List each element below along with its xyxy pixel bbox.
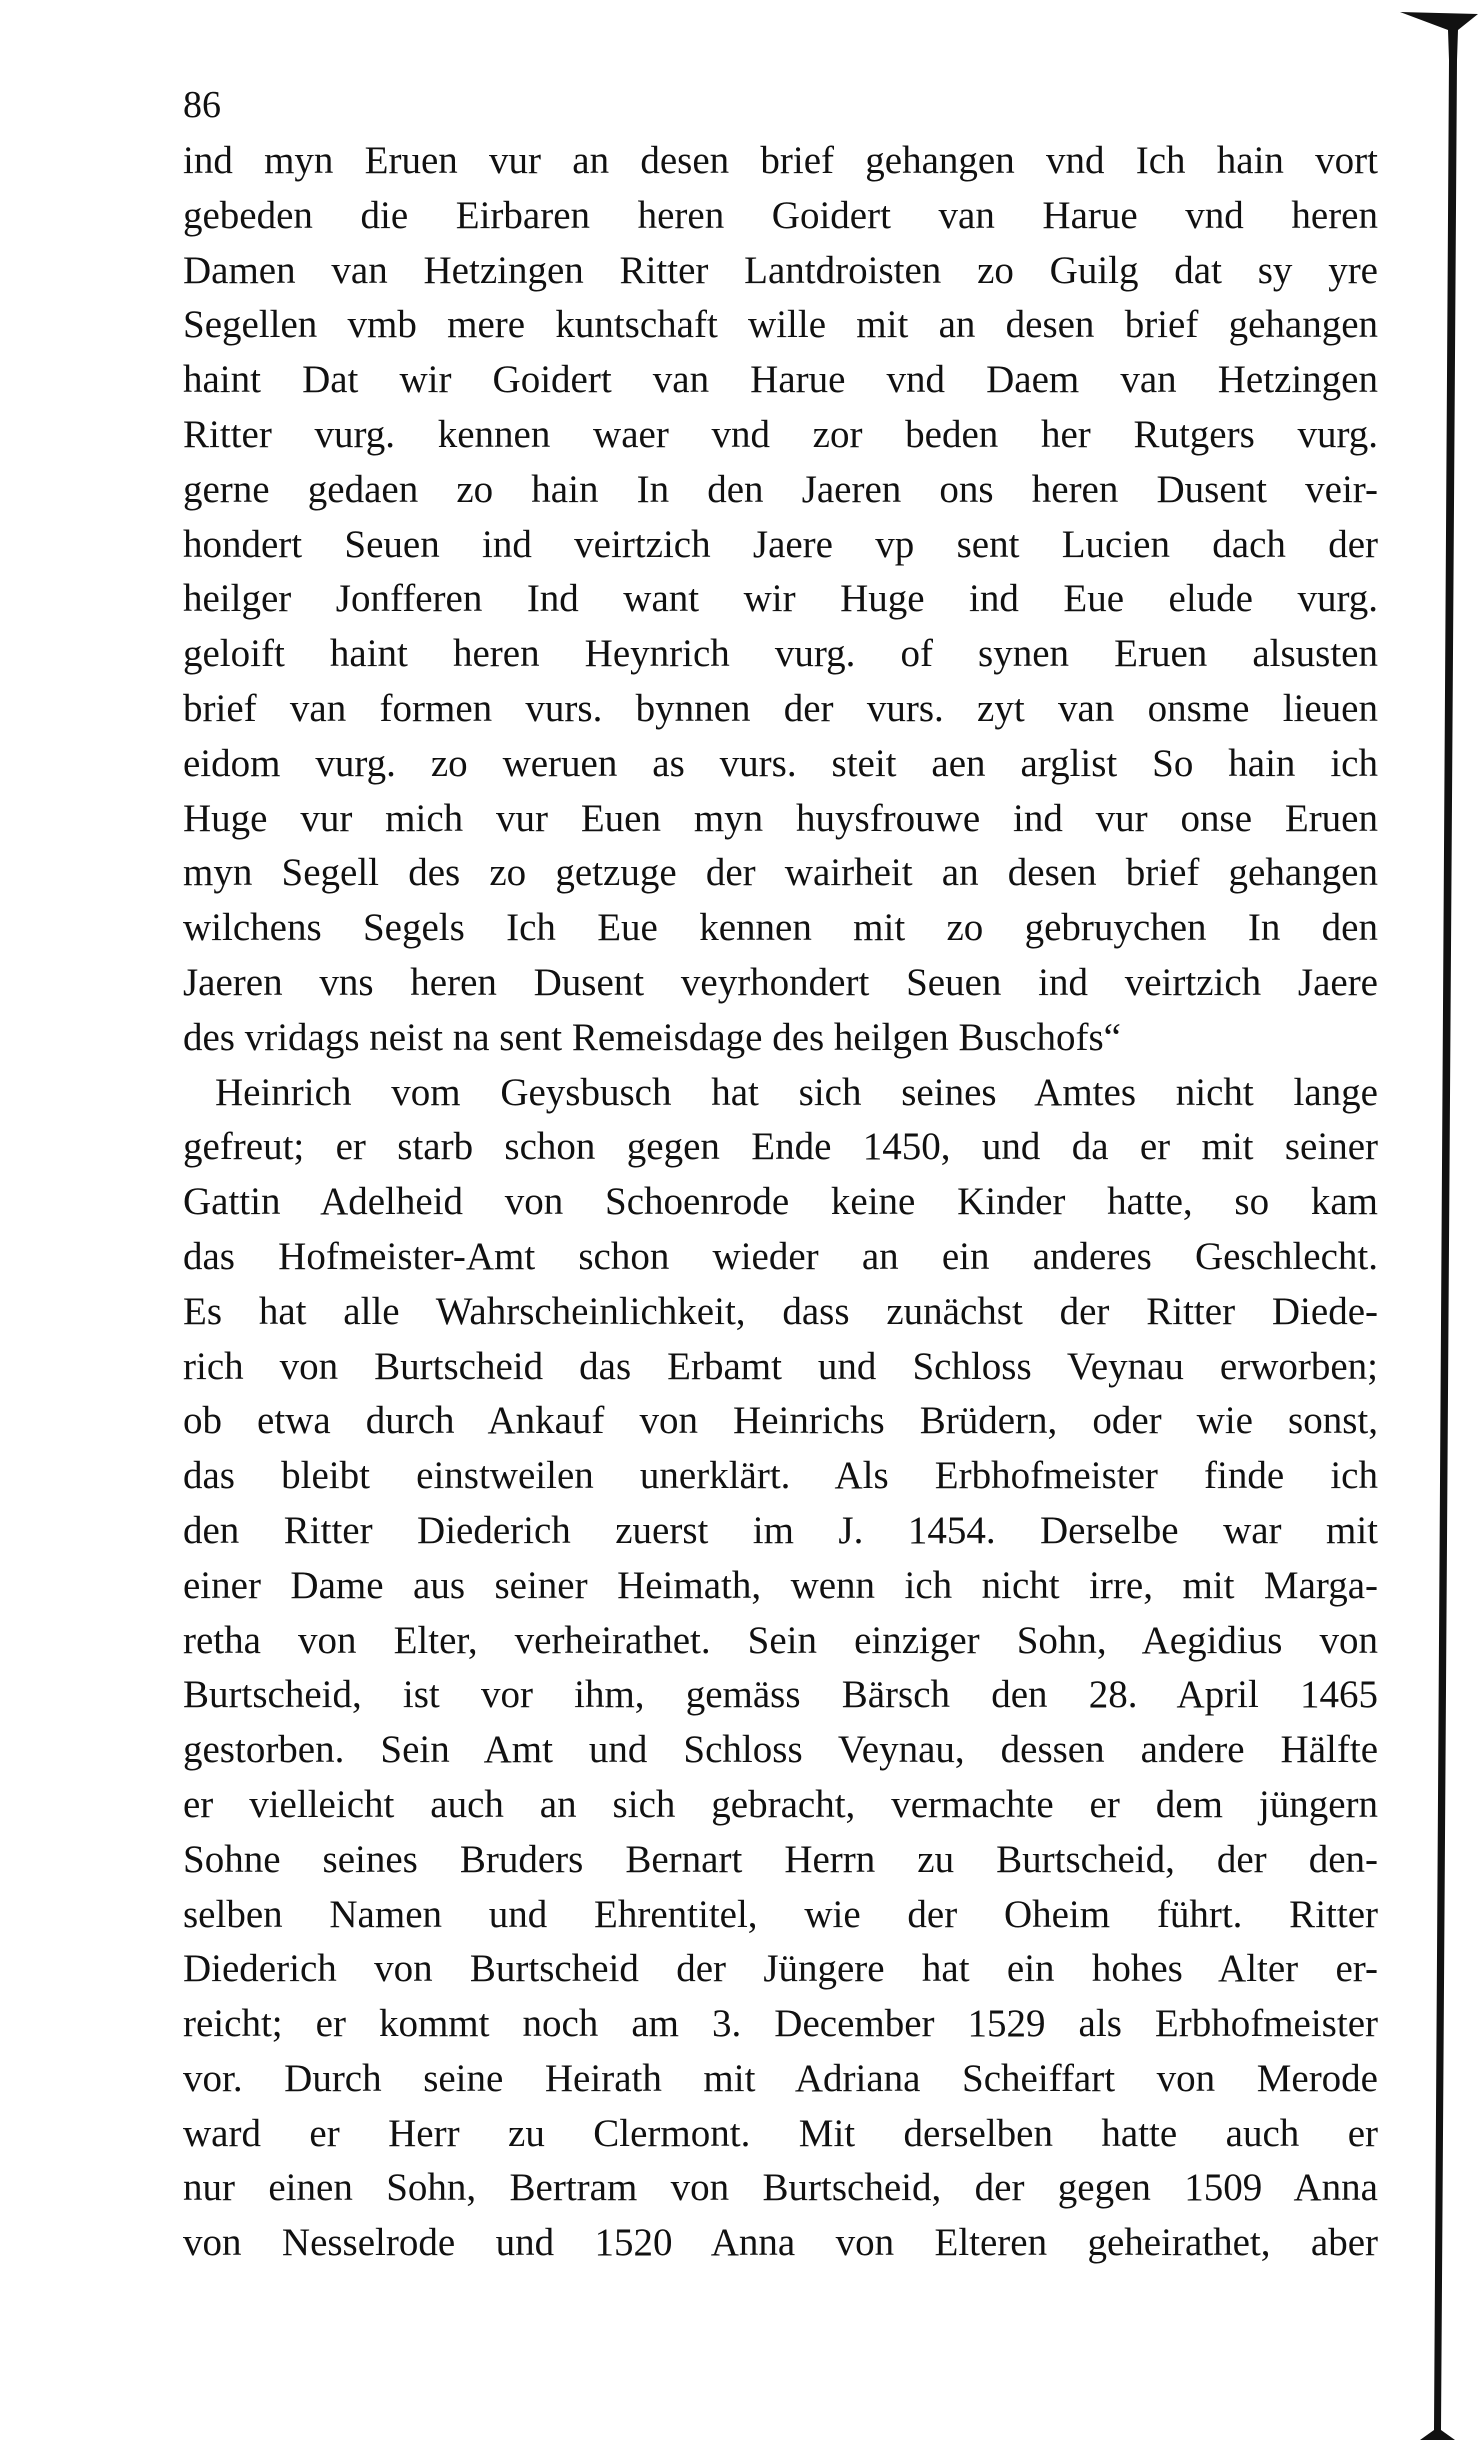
text-line: den Ritter Diederich zuerst im J. 1454. Derselbe war mit <box>183 1508 1378 1552</box>
text-line: vor. Durch seine Heirath mit Adriana Scheiffart von Merode <box>183 2056 1378 2100</box>
text-line: brief van formen vurs. bynnen der vurs. zyt van onsme lieuen <box>183 686 1378 730</box>
text-line: retha von Elter, verheirathet. Sein einziger Sohn, Aegidius von <box>183 1618 1378 1662</box>
text-line: gestorben. Sein Amt und Schloss Veynau, dessen andere Hälfte <box>183 1728 1378 1772</box>
text-line: einer Dame aus seiner Heimath, wenn ich nicht irre, mit Marga- <box>183 1563 1378 1607</box>
text-line: ward er Herr zu Clermont. Mit derselben hatte auch er <box>183 2111 1378 2155</box>
text-line: reicht; er kommt noch am 3. December 1529 als Erbhofmeister <box>183 2002 1378 2046</box>
text-line: gerne gedaen zo hain In den Jaeren ons heren Dusent veir- <box>183 467 1378 511</box>
text-line: Burtscheid, ist vor ihm, gemäss Bärsch den 28. April 1465 <box>183 1673 1378 1717</box>
text-line: myn Segell des zo getzuge der wairheit an desen brief gehangen <box>183 851 1378 895</box>
page-number: 86 <box>183 84 221 126</box>
text-line: Segellen vmb mere kuntschaft wille mit an desen brief gehangen <box>183 303 1378 347</box>
text-line: Sohne seines Bruders Bernart Herrn zu Burtscheid, der den- <box>183 1837 1378 1881</box>
text-line: gebeden die Eirbaren heren Goidert van Harue vnd heren <box>183 193 1378 237</box>
text-line: wilchens Segels Ich Eue kennen mit zo gebruychen In den <box>183 906 1378 950</box>
text-line: des vridags neist na sent Remeisdage des heilgen Buschofs“ <box>183 1015 1121 1059</box>
text-line: ind myn Eruen vur an desen brief gehangen vnd Ich hain vort <box>183 139 1378 182</box>
text-line: eidom vurg. zo weruen as vurs. steit aen arglist So hain ich <box>183 741 1378 785</box>
text-line: ob etwa durch Ankauf von Heinrichs Brüdern, oder wie sonst, <box>183 1399 1378 1443</box>
text-line: Gattin Adelheid von Schoenrode keine Kinder hatte, so kam <box>183 1180 1378 1224</box>
text-line: haint Dat wir Goidert van Harue vnd Daem van Hetzingen <box>183 358 1378 402</box>
text-line: selben Namen und Ehrentitel, wie der Oheim führt. Ritter <box>183 1892 1378 1936</box>
text-line: Ritter vurg. kennen waer vnd zor beden her Rutgers vurg. <box>183 412 1378 456</box>
text-line: Jaeren vns heren Dusent veyrhondert Seuen ind veirtzich Jaere <box>183 960 1378 1004</box>
text-line: Heinrich vom Geysbusch hat sich seines Amtes nicht lange <box>215 1070 1378 1114</box>
text-line: von Nesselrode und 1520 Anna von Elteren geheirathet, aber <box>183 2221 1378 2265</box>
text-line: hondert Seuen ind veirtzich Jaere vp sent Lucien dach der <box>183 522 1378 566</box>
text-line: das bleibt einstweilen unerklärt. Als Erbhofmeister finde ich <box>183 1454 1378 1498</box>
text-line: Es hat alle Wahrscheinlichkeit, dass zunächst der Ritter Diede- <box>183 1289 1378 1333</box>
text-line: Diederich von Burtscheid der Jüngere hat ein hohes Alter er- <box>183 1947 1378 1991</box>
text-line: er vielleicht auch an sich gebracht, vermachte er dem jüngern <box>183 1782 1378 1826</box>
text-line: Damen van Hetzingen Ritter Lantdroisten zo Guilg dat sy yre <box>183 248 1378 292</box>
text-line: das Hofmeister-Amt schon wieder an ein anderes Geschlecht. <box>183 1234 1378 1278</box>
text-line: nur einen Sohn, Bertram von Burtscheid, der gegen 1509 Anna <box>183 2166 1378 2210</box>
text-line: rich von Burtscheid das Erbamt und Schloss Veynau erworben; <box>183 1344 1378 1388</box>
text-line: geloift haint heren Heynrich vurg. of synen Eruen alsusten <box>183 632 1378 676</box>
text-line: heilger Jonfferen Ind want wir Huge ind Eue elude vurg. <box>183 577 1378 621</box>
page-edge-line <box>1400 12 1478 2440</box>
text-line: Huge vur mich vur Euen myn huysfrouwe ind vur onse Eruen <box>183 796 1378 840</box>
text-line: gefreut; er starb schon gegen Ende 1450, und da er mit seiner <box>183 1125 1378 1169</box>
